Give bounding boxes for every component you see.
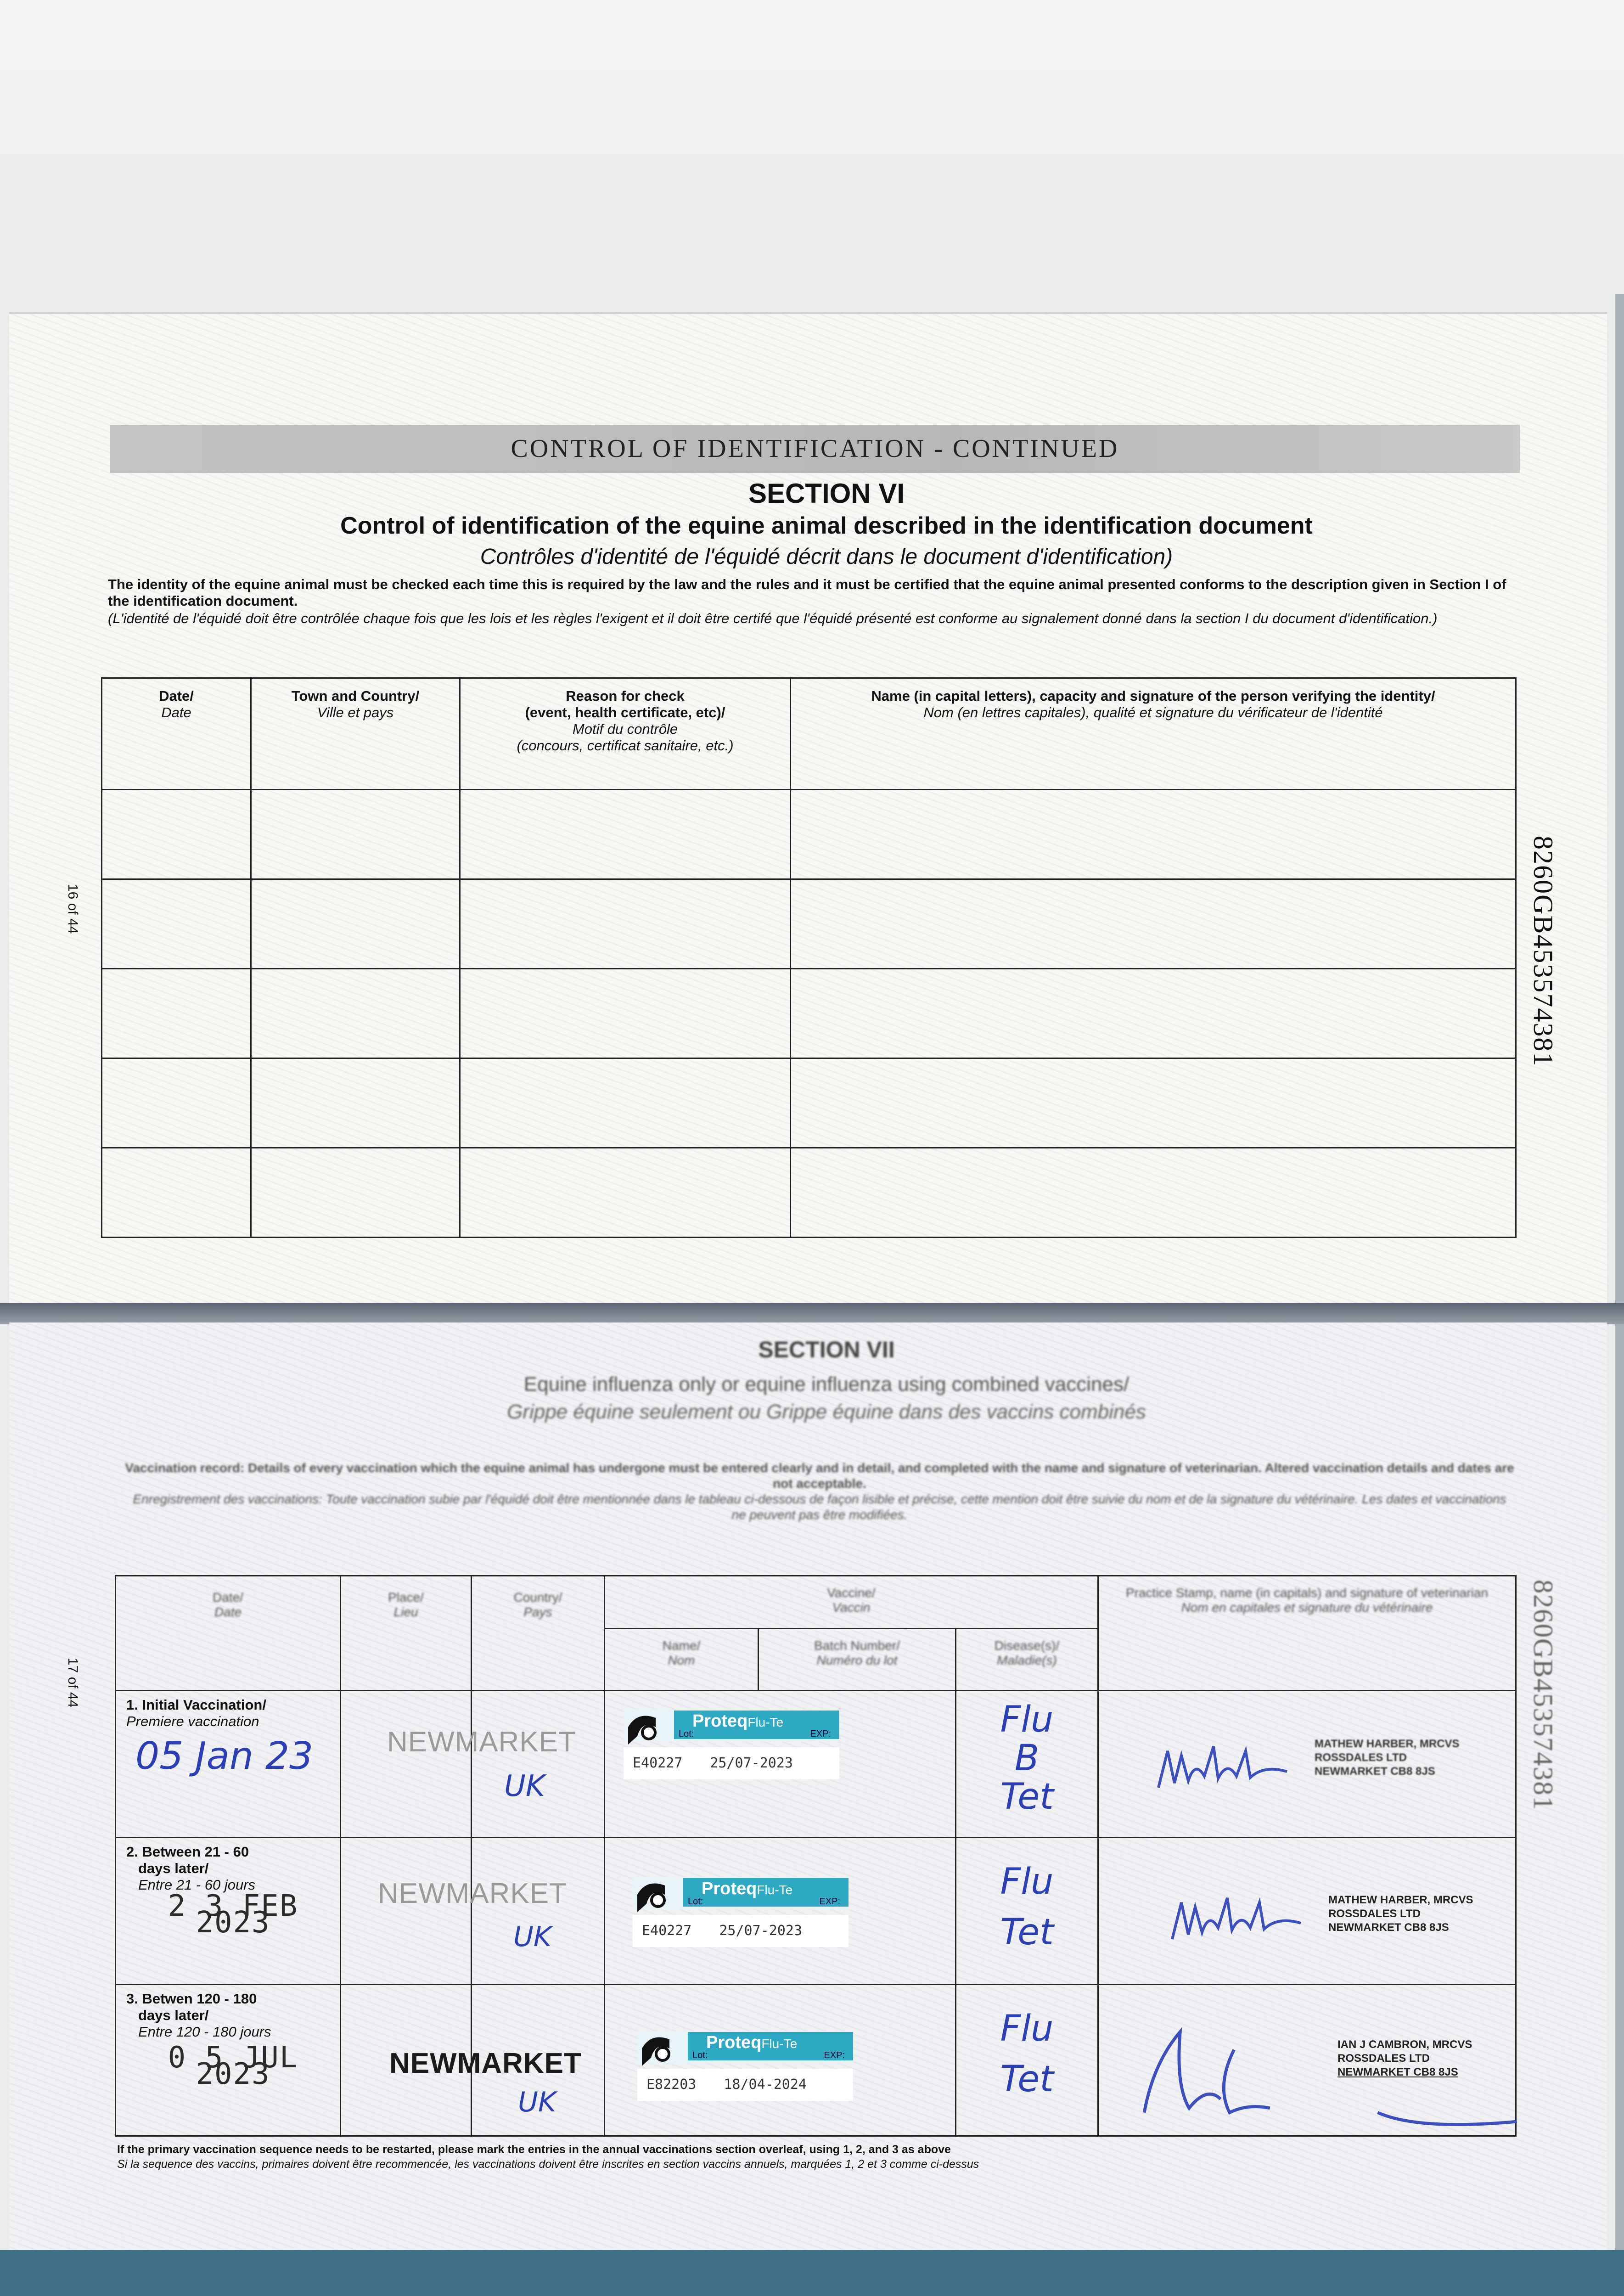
date-cell[interactable] xyxy=(102,790,251,879)
book-bottom-edge xyxy=(0,2250,1624,2296)
row-1-disease-cell[interactable] xyxy=(956,1691,1098,1838)
vaccination-row-2 xyxy=(116,1838,1516,1985)
section-vii-heading-fr: Grippe équine seulement ou Grippe équine dans des vaccins combinés xyxy=(507,1401,1146,1423)
verifier-cell[interactable] xyxy=(791,879,1516,969)
row-1-date: 05 Jan 23 xyxy=(135,1734,314,1778)
row-1-country-cell[interactable] xyxy=(472,1691,605,1838)
row-1-place-stamp: NEWMARKET xyxy=(387,1726,576,1758)
town-cell[interactable] xyxy=(251,1148,460,1238)
section-vi-heading-en: Control of identification of the equine animal described in the identification document xyxy=(340,512,1313,539)
batch-number: E82203 xyxy=(646,2077,697,2093)
town-cell[interactable] xyxy=(251,879,460,969)
verifier-cell[interactable] xyxy=(791,790,1516,879)
row-1-date-cell[interactable]: 1. Initial Vaccination/ Premiere vaccination 05 Jan 23 xyxy=(116,1691,341,1838)
vaccination-row-1 xyxy=(116,1691,1516,1838)
row-2-country-cell[interactable] xyxy=(472,1838,605,1985)
row-2-date: 2 3 FEB 2023 xyxy=(168,1889,298,1940)
vaccine-header: Vaccine/ Vaccin xyxy=(605,1576,1098,1629)
reason-cell[interactable] xyxy=(460,790,791,879)
table-row xyxy=(102,1148,1516,1238)
section-vii-title: SECTION VII xyxy=(758,1337,895,1362)
vaccine-stamp: ProteqFlu-Te Lot: EXP: E40227 25/07-2023 xyxy=(633,1873,849,1951)
row-3-place-stamp: NEWMARKET xyxy=(389,2048,582,2079)
expiry-date: 25/07-2023 xyxy=(710,1755,793,1771)
vaccine-logo-icon xyxy=(633,1876,679,1914)
expiry-date: 25/07-2023 xyxy=(719,1923,802,1939)
vet-signature xyxy=(1154,1733,1292,1797)
table-row xyxy=(102,1058,1516,1148)
expiry-date: 18/04-2024 xyxy=(724,2077,807,2093)
row-1-practice-cell[interactable] xyxy=(1098,1691,1516,1838)
vaccination-row-3 xyxy=(116,1985,1516,2136)
identity-check-table xyxy=(101,677,1517,1238)
row-3-vaccine-cell[interactable] xyxy=(605,1985,956,2136)
batch-number-header: Batch Number/ Numéro du lot xyxy=(759,1629,956,1691)
section-vi-intro xyxy=(108,576,1522,627)
verifier-cell[interactable] xyxy=(791,1058,1516,1148)
vaccine-name-header: Name/ Nom xyxy=(605,1629,759,1691)
row-3-disease: Flu Tet xyxy=(1000,2008,1054,2100)
row-2-country: UK xyxy=(513,1921,552,1953)
town-cell[interactable] xyxy=(251,969,460,1058)
row-2-place-stamp: NEWMARKET xyxy=(378,1878,567,1909)
col-reason-header: Reason for check (event, health certificate, etc)/ Motif du contrôle (concours, certificat sanitaire, etc.) xyxy=(460,678,791,790)
vaccination-intro-en: Vaccination record: Details of every vaccination which the equine animal has undergone must be entered clearly and in detail, and completed with the name and signature of veterinarian. Altered vaccination details and dates are not acceptable. xyxy=(125,1461,1514,1491)
col-verifier-header: Name (in capital letters), capacity and signature of the person verifying the identity/ Nom (en lettres capitales), qualité et signature du vérificateur de l'identité xyxy=(791,678,1516,790)
practice-header: Practice Stamp, name (in capitals) and signature of veterinarian Nom en capitales et signature du vétérinaire xyxy=(1098,1576,1516,1691)
row-1-country: UK xyxy=(504,1769,545,1803)
vaccine-logo-icon xyxy=(637,2030,683,2068)
vaccination-intro-fr: Enregistrement des vaccinations: Toute vaccination subie par l'équidé doit être mentionnée dans le tableau ci-dessous de façon lisible et précise, cette mention doit être suivie du nom et de la signature du vétérinaire. Les dates et vaccinations ne peuvent pas être modifiées. xyxy=(133,1492,1506,1522)
place-header: Place/ Lieu xyxy=(341,1576,472,1691)
reason-cell[interactable] xyxy=(460,969,791,1058)
date-header: Date/ Date xyxy=(116,1576,341,1691)
row-2-practice-stamp: MATHEW HARBER, MRCVS ROSSDALES LTD NEWMARKET CB8 8JS xyxy=(1328,1894,1473,1934)
col-date-header: Date/ Date xyxy=(102,678,251,790)
reason-cell[interactable] xyxy=(460,1148,791,1238)
row-3-practice-cell[interactable] xyxy=(1098,1985,1516,2136)
row-3-country: UK xyxy=(518,2086,556,2118)
footnote-fr: Si la sequence des vaccins, primaires doivent être recommencée, les vaccinations doivent être inscrites en section vaccins annuels, marquées 1, 2 et 3 comme ci-dessus xyxy=(117,2158,979,2171)
section-banner: CONTROL OF IDENTIFICATION - CONTINUED xyxy=(110,425,1520,473)
book-fold xyxy=(0,1303,1624,1324)
document-number-blurred: 8260GB453574381 xyxy=(1528,1580,1558,1811)
vaccine-stamp: ProteqFlu-Te Lot: EXP: E40227 25/07-2023 xyxy=(624,1705,839,1783)
verifier-cell[interactable] xyxy=(791,969,1516,1058)
row-3-country-cell[interactable] xyxy=(472,1985,605,2136)
footnote xyxy=(117,2142,1517,2172)
row-3-disease-cell[interactable] xyxy=(956,1985,1098,2136)
date-cell[interactable] xyxy=(102,1148,251,1238)
reason-cell[interactable] xyxy=(460,879,791,969)
row-3-practice-stamp: IAN J CAMBRON, MRCVS ROSSDALES LTD NEWMARKET CB8 8JS xyxy=(1337,2038,1472,2078)
section-vi-heading-fr: Contrôles d'identité de l'équidé décrit dans le document d'identification) xyxy=(480,545,1173,569)
row-2-disease-cell[interactable] xyxy=(956,1838,1098,1985)
row-1-vaccine-cell[interactable] xyxy=(605,1691,956,1838)
town-cell[interactable] xyxy=(251,790,460,879)
verifier-cell[interactable] xyxy=(791,1148,1516,1238)
vaccine-stamp: ProteqFlu-Te Lot: EXP: E82203 18/04-2024 xyxy=(637,2026,853,2105)
row-3-date-cell[interactable]: 3. Betwen 120 - 180 days later/ Entre 120 - 180 jours 0 5 JUL 2023 xyxy=(116,1985,341,2136)
row-2-disease: Flu Tet xyxy=(1000,1861,1054,1953)
vet-signature xyxy=(1168,1884,1305,1948)
date-cell[interactable] xyxy=(102,1058,251,1148)
row-2-vaccine-cell[interactable] xyxy=(605,1838,956,1985)
table-row xyxy=(102,879,1516,969)
row-1-practice-stamp: MATHEW HARBER, MRCVS ROSSDALES LTD NEWMARKET CB8 8JS xyxy=(1315,1738,1460,1778)
document-number: 8260GB453574381 xyxy=(1528,836,1558,1067)
vaccine-header-row xyxy=(116,1576,1516,1629)
table-row xyxy=(102,790,1516,879)
date-cell[interactable] xyxy=(102,969,251,1058)
date-cell[interactable] xyxy=(102,879,251,969)
vaccination-table xyxy=(115,1575,1517,2137)
section-vii-intro xyxy=(124,1460,1515,1523)
scanner-background xyxy=(0,0,1624,294)
row-2-date-cell[interactable]: 2. Between 21 - 60 days later/ Entre 21 - 60 jours 2 3 FEB 2023 xyxy=(116,1838,341,1985)
intro-en: The identity of the equine animal must be checked each time this is required by the law and the rules and it must be certified that the equine animal presented conforms to the description given in Section I of the identification document. xyxy=(108,576,1506,609)
vaccine-logo-icon xyxy=(624,1709,669,1746)
batch-number: E40227 xyxy=(633,1755,683,1771)
footnote-en: If the primary vaccination sequence needs to be restarted, please mark the entries in the annual vaccinations section overleaf, using 1, 2, and 3 as above xyxy=(117,2143,951,2156)
vaccine-name: ProteqFlu-Te xyxy=(706,2033,798,2052)
section-vi-title: SECTION VI xyxy=(748,478,905,509)
page-edge-right xyxy=(1615,294,1624,2250)
reason-cell[interactable] xyxy=(460,1058,791,1148)
page-number-16: 16 of 44 xyxy=(65,884,80,934)
vaccine-name: ProteqFlu-Te xyxy=(702,1879,793,1898)
section-vii-heading-en: Equine influenza only or equine influenza using combined vaccines/ xyxy=(523,1373,1129,1396)
country-header: Country/ Pays xyxy=(472,1576,605,1691)
intro-fr: (L'identité de l'équidé doit être contrôlée chaque fois que les lois et les règles l'exigent et il doit être certifé que l'équidé présenté est conforme au signalement donné dans la section I du document d'identification.) xyxy=(108,610,1438,626)
page-number-17: 17 of 44 xyxy=(65,1658,80,1708)
batch-number: E40227 xyxy=(642,1923,692,1939)
vaccine-name: ProteqFlu-Te xyxy=(692,1711,784,1731)
town-cell[interactable] xyxy=(251,1058,460,1148)
table-row xyxy=(102,969,1516,1058)
row-3-date: 0 5 JUL 2023 xyxy=(168,2041,298,2091)
disease-header: Disease(s)/ Maladie(s) xyxy=(956,1629,1098,1691)
row-1-disease: Flu B Tet xyxy=(1000,1699,1054,1818)
col-town-country-header: Town and Country/ Ville et pays xyxy=(251,678,460,790)
row-2-practice-cell[interactable] xyxy=(1098,1838,1516,1985)
table-header-row xyxy=(102,678,1516,790)
